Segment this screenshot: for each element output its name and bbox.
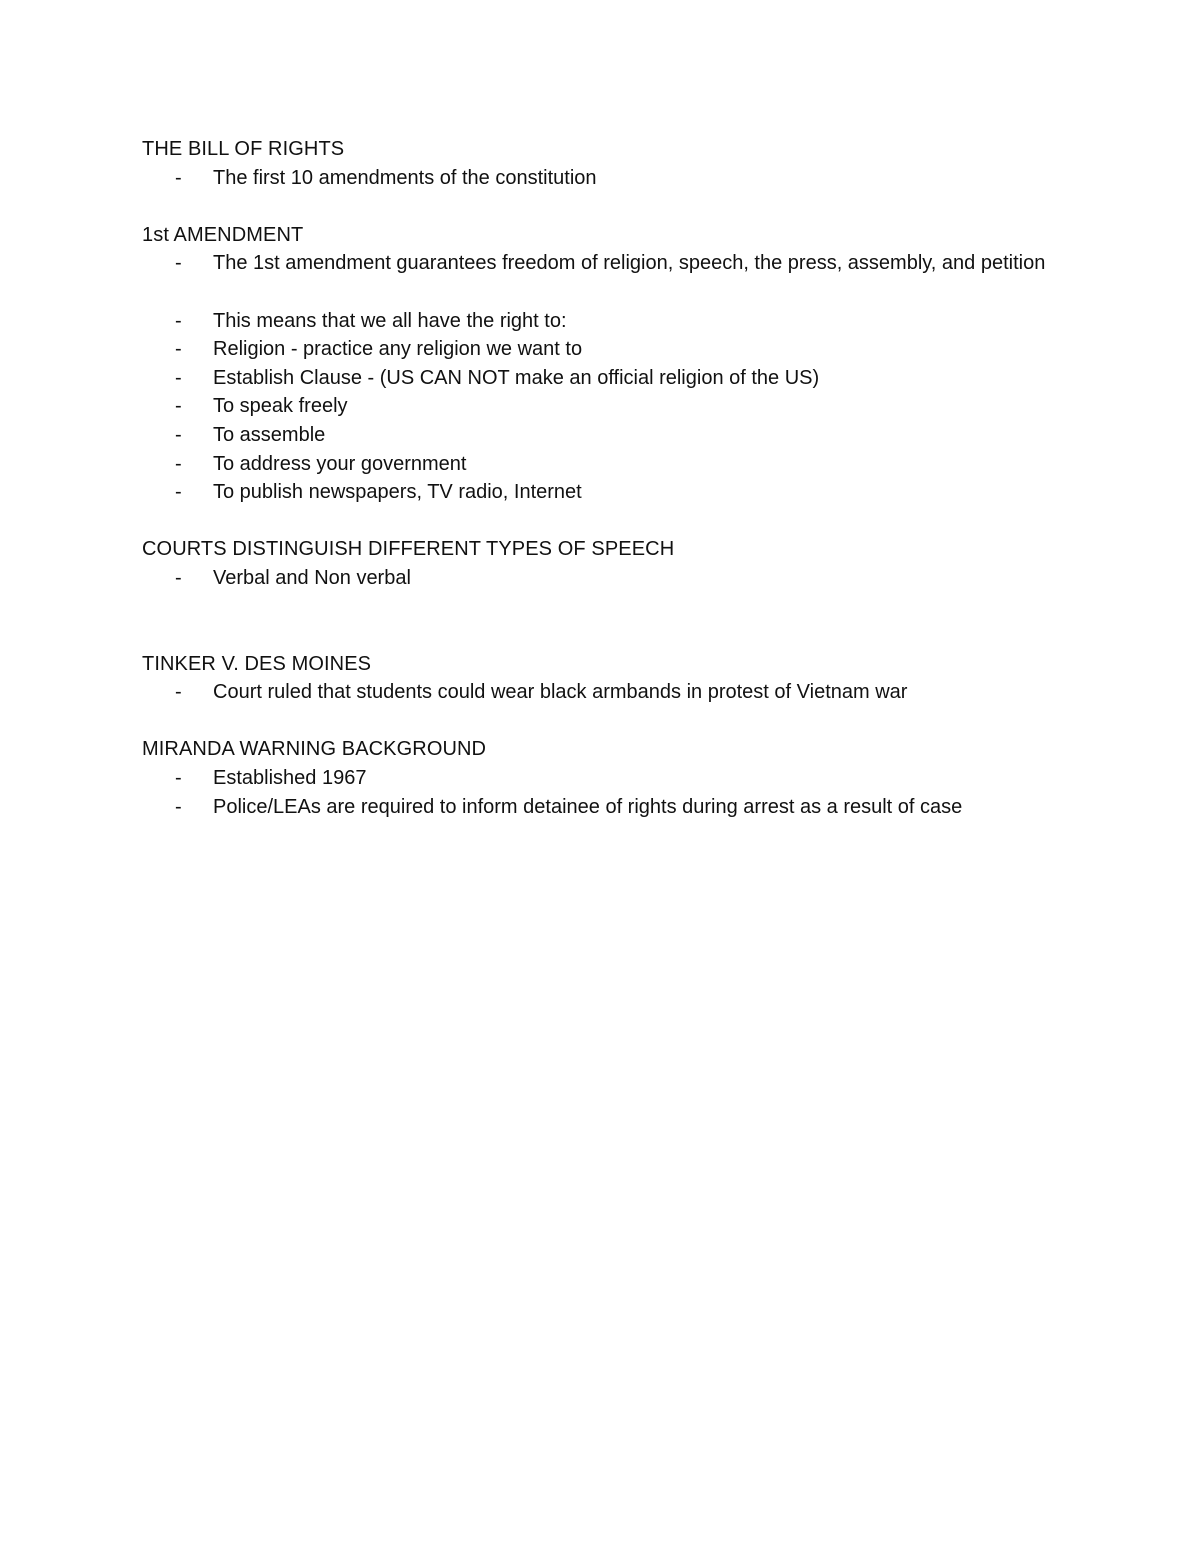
bullet-dash: - [175, 767, 182, 790]
section-heading: 1st AMENDMENT [142, 223, 304, 246]
section-1st-amendment [142, 221, 1058, 278]
bullet-dash: - [175, 795, 182, 818]
bullet-dash: - [175, 423, 182, 446]
bullet-text: Court ruled that students could wear black armbands in protest of Vietnam war [213, 681, 908, 704]
section-miranda-warning [142, 735, 1058, 821]
bullet-item [175, 478, 1058, 507]
bullet-text: Religion - practice any religion we want to [213, 338, 583, 361]
section-heading: TINKER V. DES MOINES [142, 652, 372, 675]
bullet-text: To assemble [213, 423, 326, 446]
bullet-dash: - [175, 366, 182, 389]
bullet-item [175, 564, 1058, 593]
bullet-item [175, 392, 1058, 421]
bullet-dash: - [175, 309, 182, 332]
section-heading: COURTS DISTINGUISH DIFFERENT TYPES OF SPEECH [142, 538, 675, 561]
bullet-text: To publish newspapers, TV radio, Internet [213, 481, 582, 504]
bullet-item [175, 450, 1058, 479]
bullet-text: To address your government [213, 452, 467, 475]
bullet-dash: - [175, 338, 182, 361]
bullet-text: Verbal and Non verbal [213, 566, 411, 589]
bullet-item [175, 249, 1058, 278]
bullet-dash: - [175, 452, 182, 475]
section-bill-of-rights [142, 135, 1058, 192]
bullet-text: The 1st amendment guarantees freedom of religion, speech, the press, assembly, and petition [213, 252, 1046, 275]
bullet-text: To speak freely [213, 395, 348, 418]
section-first-amendment-rights-list [142, 307, 1058, 507]
bullet-dash: - [175, 166, 182, 189]
bullet-item [175, 764, 1058, 793]
section-types-of-speech [142, 535, 1058, 592]
section-tinker-v-des-moines [142, 650, 1058, 707]
bullet-item [175, 793, 1058, 822]
bullet-dash: - [175, 395, 182, 418]
bullet-item [175, 335, 1058, 364]
section-heading: THE BILL OF RIGHTS [142, 138, 345, 160]
bullet-dash: - [175, 681, 182, 704]
bullet-item [175, 421, 1058, 450]
bullet-dash: - [175, 481, 182, 504]
section-heading: MIRANDA WARNING BACKGROUND [142, 738, 487, 761]
bullet-dash: - [175, 566, 182, 589]
bullet-dash: - [175, 252, 182, 275]
bullet-text: This means that we all have the right to: [213, 309, 567, 332]
bullet-text: Establish Clause - (US CAN NOT make an official religion of the US) [213, 366, 820, 389]
bullet-text: Police/LEAs are required to inform detainee of rights during arrest as a result of case [213, 795, 963, 818]
bullet-item [175, 307, 1058, 336]
bullet-text: Established 1967 [213, 767, 367, 790]
bullet-item [175, 364, 1058, 393]
bullet-item [175, 678, 1058, 707]
bullet-item [175, 164, 1058, 193]
bullet-text: The first 10 amendments of the constitution [213, 166, 597, 189]
